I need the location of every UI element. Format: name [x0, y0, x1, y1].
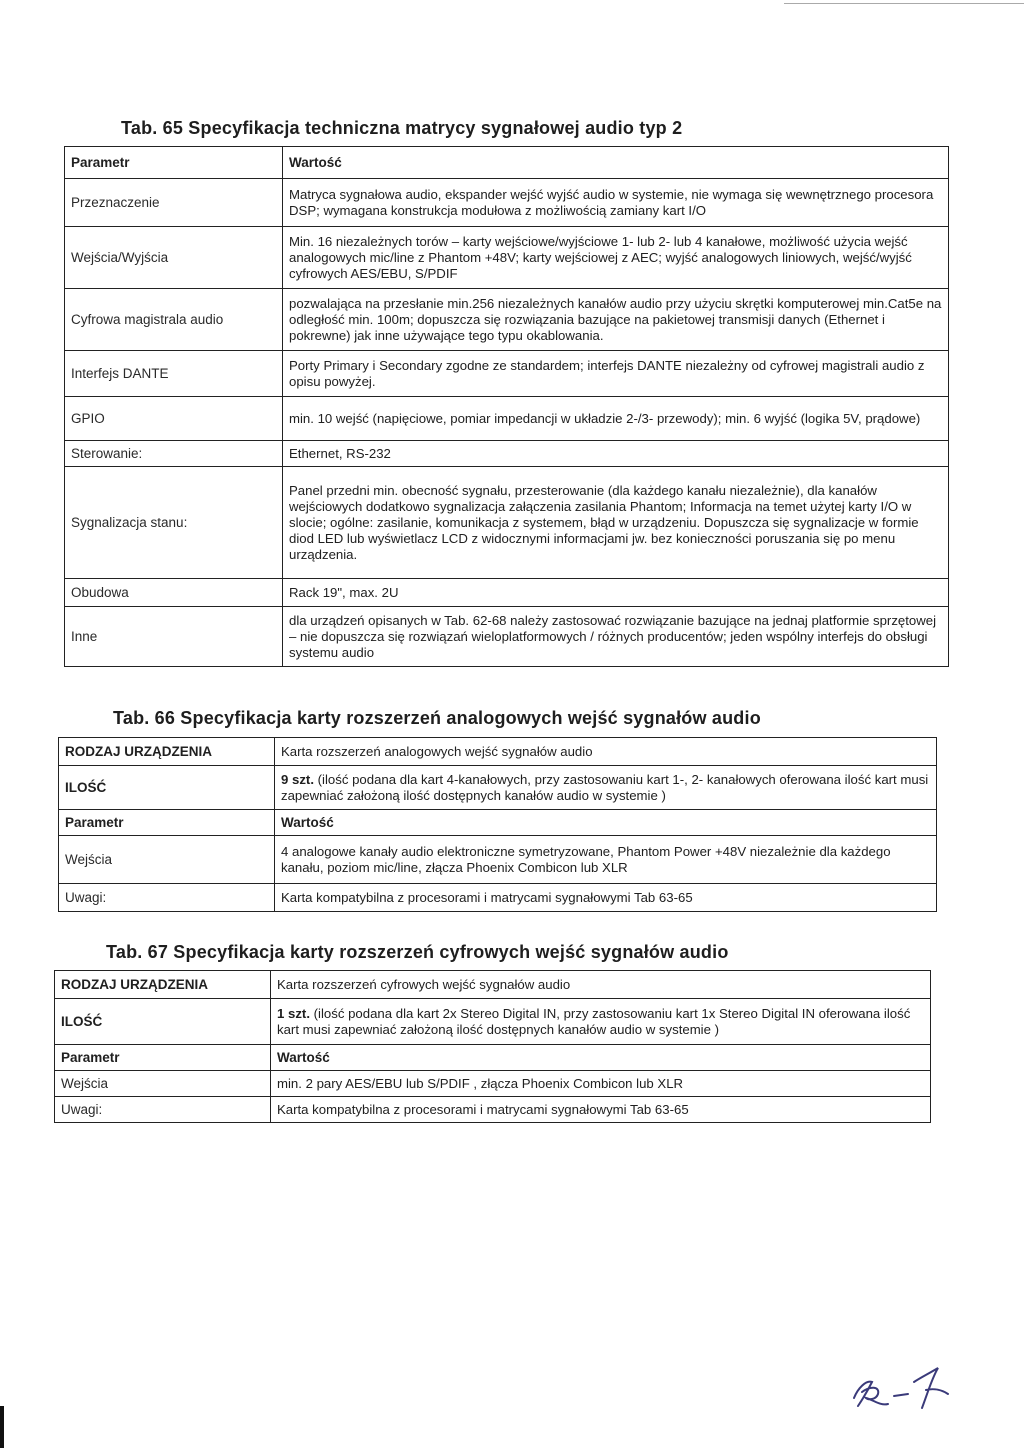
notes-value: Karta kompatybilna z procesorami i matrycami sygnałowymi Tab 63-65: [275, 884, 937, 912]
table-row: [59, 810, 937, 836]
row-value: Ethernet, RS-232: [283, 441, 949, 467]
tab65-table: [64, 146, 949, 667]
scan-edge-mark: [0, 1406, 4, 1448]
table-row: [55, 971, 931, 999]
table-row: [65, 397, 949, 441]
table-row: [59, 836, 937, 884]
row-param: Sygnalizacja stanu:: [65, 467, 283, 579]
signature-icon: [848, 1360, 958, 1416]
table-row: [59, 766, 937, 810]
row-value: Matryca sygnałowa audio, ekspander wejść wyjść audio w systemie, nie wymaga się wewnętrznego procesora DSP; wymagana konstrukcja modułowa z możliwością zamiany kart I/O: [283, 179, 949, 227]
inputs-value: min. 2 pary AES/EBU lub S/PDIF , złącza Phoenix Combicon lub XLR: [271, 1071, 931, 1097]
tab66-caption: Tab. 66 Specyfikacja karty rozszerzeń analogowych wejść sygnałów audio: [113, 708, 761, 728]
device-type-value: Karta rozszerzeń cyfrowych wejść sygnałów audio: [271, 971, 931, 999]
quantity-value: [271, 999, 931, 1045]
row-param: Sterowanie:: [65, 441, 283, 467]
row-param: Przeznaczenie: [65, 179, 283, 227]
table-row: [65, 607, 949, 667]
quantity-label: ILOŚĆ: [59, 766, 275, 810]
scan-edge-line: [784, 3, 1024, 4]
quantity-count: 1 szt.: [277, 1005, 310, 1021]
param-header: Parametr: [55, 1045, 271, 1071]
table-row: [59, 884, 937, 912]
table-row: [65, 351, 949, 397]
table-row: [65, 289, 949, 351]
tab67-table: [54, 970, 931, 1123]
quantity-note: (ilość podana dla kart 4-kanałowych, przy zastosowaniu kart 1-, 2- kanałowych oferowana ilość kart musi zapewniać założoną ilość dostępnych kanałów audio w systemie ): [281, 771, 929, 803]
tab65-header-param: Parametr: [65, 147, 283, 179]
table-row: [55, 1097, 931, 1123]
tab65-header-row: [65, 147, 949, 179]
table-row: [65, 179, 949, 227]
table-row: [65, 227, 949, 289]
quantity-label: ILOŚĆ: [55, 999, 271, 1045]
inputs-label: Wejścia: [55, 1071, 271, 1097]
value-header: Wartość: [271, 1045, 931, 1071]
notes-label: Uwagi:: [59, 884, 275, 912]
table-row: [65, 579, 949, 607]
row-value: dla urządzeń opisanych w Tab. 62-68 należy zastosować rozwiązanie bazujące na jednaj platformie sprzętowej – nie dopuszcza się rozwiązań wieloplatformowych / różnych producentów; jeden wspólny interfejs do obsługi systemu audio: [283, 607, 949, 667]
device-type-label: RODZAJ URZĄDZENIA: [59, 738, 275, 766]
tab65-header-value: Wartość: [283, 147, 949, 179]
quantity-value: [275, 766, 937, 810]
device-type-label: RODZAJ URZĄDZENIA: [55, 971, 271, 999]
quantity-count: 9 szt.: [281, 771, 314, 787]
row-param: Obudowa: [65, 579, 283, 607]
table-row: [65, 467, 949, 579]
table-row: [65, 441, 949, 467]
quantity-note: (ilość podana dla kart 2x Stereo Digital IN, przy zastosowaniu kart 1x Stereo Digital IN oferowana ilość kart musi zapewniać założoną ilość dostępnych kanałów audio w systemie ): [277, 1005, 911, 1037]
device-type-value: Karta rozszerzeń analogowych wejść sygnałów audio: [275, 738, 937, 766]
row-value: Min. 16 niezależnych torów – karty wejściowe/wyjściowe 1- lub 2- lub 4 kanałowe, możliwość użycia wejść analogowych mic/line z Phantom +48V; karty wejściowej z AEC; wyjść analogowych liniowych, wejść/wyjść cyfrowych AES/EBU, S/PDIF: [283, 227, 949, 289]
notes-label: Uwagi:: [55, 1097, 271, 1123]
row-value: Porty Primary i Secondary zgodne ze standardem; interfejs DANTE niezależny od cyfrowej magistrali audio z opisu powyżej.: [283, 351, 949, 397]
row-param: Interfejs DANTE: [65, 351, 283, 397]
tab65-caption: Tab. 65 Specyfikacja techniczna matrycy sygnałowej audio typ 2: [121, 118, 683, 138]
row-value: min. 10 wejść (napięciowe, pomiar impedancji w układzie 2-/3- przewody); min. 6 wyjść (logika 5V, prądowe): [283, 397, 949, 441]
table-row: [55, 1045, 931, 1071]
table-row: [55, 999, 931, 1045]
table-row: [59, 738, 937, 766]
row-param: Wejścia/Wyjścia: [65, 227, 283, 289]
value-header: Wartość: [275, 810, 937, 836]
row-value: Panel przedni min. obecność sygnału, przesterowanie (dla każdego kanału niezależnie), dla kanałów wejściowych dodatkowo sygnalizacja załączenia zasilania Phantom; Informacja na temet użytej karty I/O w slocie; ogólne: zasilanie, komunikacja z systemem, błąd w urządzeniu. Dopuszcza się sygnalizacje w formie diod LED lub wyświetlacz LCD z widocznymi informacjami jw. bez konieczności poruszania się po menu urządzenia.: [283, 467, 949, 579]
inputs-label: Wejścia: [59, 836, 275, 884]
row-value: pozwalająca na przesłanie min.256 niezależnych kanałów audio przy użyciu skrętki komputerowej min.Cat5e na odległość min. 100m; dopuszcza się rozwiązania bazujące na pakietowej transmisji danych (Ethernet i pokrewne) jak inne używające tego typu okablowania.: [283, 289, 949, 351]
notes-value: Karta kompatybilna z procesorami i matrycami sygnałowymi Tab 63-65: [271, 1097, 931, 1123]
row-value: Rack 19", max. 2U: [283, 579, 949, 607]
param-header: Parametr: [59, 810, 275, 836]
row-param: GPIO: [65, 397, 283, 441]
row-param: Inne: [65, 607, 283, 667]
tab67-caption: Tab. 67 Specyfikacja karty rozszerzeń cyfrowych wejść sygnałów audio: [106, 942, 729, 962]
inputs-value: 4 analogowe kanały audio elektroniczne symetryzowane, Phantom Power +48V niezależnie dla każdego kanału, poziom mic/line, złącza Phoenix Combicon lub XLR: [275, 836, 937, 884]
tab66-table: [58, 737, 937, 912]
row-param: Cyfrowa magistrala audio: [65, 289, 283, 351]
table-row: [55, 1071, 931, 1097]
